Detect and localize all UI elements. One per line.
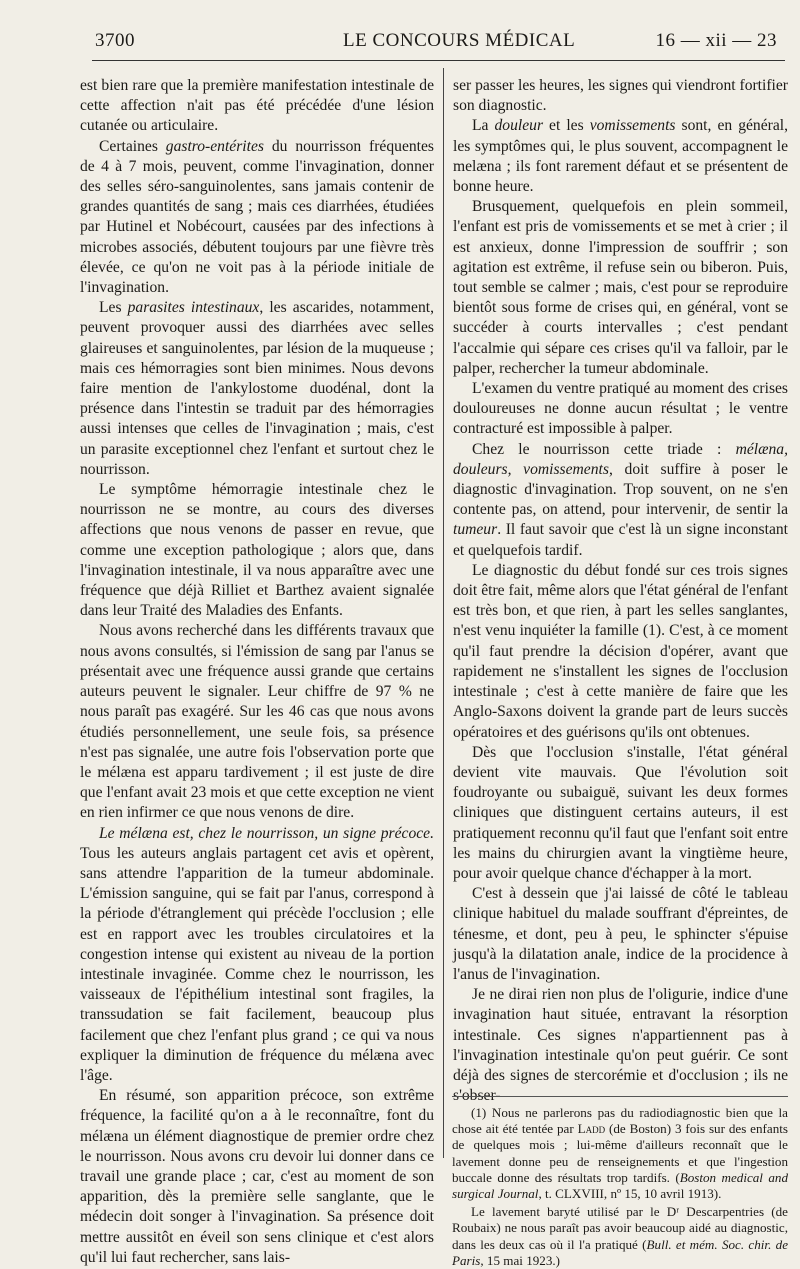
text-run: (1) Nous ne parlerons pas du radiodiagnostic bien que la chose ait été tentée par [452,1105,788,1137]
text-run: Le mélæna est, chez le nourrisson, un signe précoce. [99,824,434,842]
paragraph [453,379,788,440]
issue-date: 16 — xii — 23 [655,30,777,51]
paragraph [80,824,434,1087]
paragraph [453,743,788,884]
text-run: Dès que l'occlusion s'installe, l'état général devient vite mauvais. Que l'évolution soit foudroyante ou subaiguë, suivant les deux formes cliniques que distinguent certains auteurs, il est pratiquement reconnu qu'il faut que l'enfant soit entre les mains du chirurgien avant la vingtième heure, pour avoir quelque chance d'échapper à la mort. [453,743,788,882]
text-run: . Il faut savoir que c'est là un signe inconstant et quelquefois tardif. [453,521,788,559]
text-run: ser passer les heures, les signes qui viendront fortifier son diagnostic. [453,77,788,115]
text-run: et les [543,117,590,135]
footnotes [452,1096,788,1269]
running-header [95,30,785,52]
right-column [453,76,788,1106]
text-run: , doit suffire à poser le diagnostic d'invagination. Trop souvent, on ne s'en contente pas, on attend, pour intervenir, de sentir la [453,460,788,519]
text-run: Le diagnostic du début fondé sur ces trois signes doit être fait, même alors que l'état général de l'enfant est très bon, et que rien, à part les selles sanglantes, n'est venu inquiéter la famille (1). C'est, à ce moment qu'il faut prendre la décision d'opérer, avant que rapidement ne s'installent les signes de l'occlusion intestinale ; c'est à cette manière de faire que les Anglo-Saxons doivent la grande part de leurs succès opératoires et des guérisons qu'ils ont obtenues. [453,561,788,741]
text-run: , les ascarides, notamment, peuvent provoquer aussi des diarrhées avec selles glaireuses et sanguinolentes, par lésion de la muqueuse ; mais ces hémorragies sont bien minimes. Nous devons faire mention de l'ankylostome duodénal, dont la présence dans l'intestin se traduit par des hémorragies aussi intenses que celles de l'invagination ; mais, c'est un parasite exceptionnel chez l'enfant et surtout chez le nourrisson. [80,299,434,478]
text-run: La [472,117,495,135]
text-run: Chez le nourrisson cette triade : [472,440,736,458]
paragraph [80,298,434,480]
journal-title: LE CONCOURS MÉDICAL [343,30,576,51]
text-run: Boston medical and surgical Journal [452,1169,789,1202]
paragraph [453,197,788,379]
text-run: est bien rare que la première manifestation intestinale de cette affection n'ait pas été précédée d'une lésion cutanée ou articulaire. [80,77,434,135]
paragraph [80,480,434,621]
text-run: Bull. et mém. Soc. chir. de Paris [452,1236,789,1268]
text-run: Le symptôme hémorragie intestinale chez le nourrisson ne se montre, au cours des diverses affections que nous venons de passer en revue, que comme une exception pathologique ; alors que, dans l'invagination intestinale, il va nous apparaître avec une fréquence que déjà Rilliet et Barthez avaient signalée dans leur Traité des Maladies des Enfants. [80,481,434,620]
paragraph [80,76,434,137]
text-run: vomissements [589,117,676,135]
paragraph [80,621,434,823]
paragraph [453,440,788,561]
text-run: Brusquement, quelquefois en plein sommeil, l'enfant est pris de vomissements et se met à crier ; il est anxieux, donne l'impression de souffrir ; son agitation est extrême, il refuse sein ou biberon. Puis, tout semble se calmer ; mais, c'est pour se reproduire bientôt sous forme de crises qui, en général, vont se succéder à courts intervalles ; c'est pendant l'accalmie qui sépare ces crises qu'il va falloir, par le palper, rechercher la tumeur abdominale. [453,198,788,377]
text-run: Tous les auteurs anglais partagent cet avis et opèrent, sans attendre l'apparition de la tumeur abdominale. L'émission sanguine, qui se fait par l'anus, correspond à la période d'étranglement qui précède l'occlusion ; elle est en rapport avec les troubles circulatoires et la congestion intense qui existent au niveau de la portion intestinale invaginée. Comme chez le nourrisson, les vaisseaux de l'épithélium intestinal sont fragiles, la transsudation se fait facilement, beaucoup plus facilement que chez l'enfant plus grand ; ce qui va nous expliquer la diminution de fréquence du mélæna avec l'âge. [80,844,434,1084]
text-run: sont, en général, les symptômes qui, le plus souvent, accompagnent le melæna ; ils font rarement défaut et se présentent de bonne heure. [453,117,788,196]
paragraph [453,985,788,1106]
text-run: parasites intestinaux [127,299,260,317]
text-run: (de Boston) 3 fois sur des enfants de quelques mois ; lui-même d'ailleurs reconnaît que le lavement donne peu de renseignements et que l'ingestion buccale donne des résultats trop tardifs. ( [452,1121,788,1185]
text-run: Les [99,299,128,317]
paragraph [80,1086,434,1268]
text-run: Nous avons recherché dans les différents travaux que nous avons consultés, si l'émission de sang par l'anus se présentait avec une fréquence aussi grande que certains auteurs peuvent le signaler. Leur chiffre de 97 % ne nous paraît pas exagéré. Sur les 46 cas que nous avons étudiés personnellement, une seule fois, sa présence n'est pas signalée, une autre fois l'observation porte que le mélæna est apparu tardivement ; il est juste de dire que l'enfant avait 23 mois et que cette exception ne vient en rien infirmer ce que nous venons de dire. [80,622,434,822]
text-run: mélæna, douleurs, vomissements [453,440,788,478]
text-run: Je ne dirai rien non plus de l'oligurie, indice d'une invagination haut située, entravant la résorption intestinale. Ces signes n'appartiennent pas à l'invagination intestinale qu'on peut guérir. Ce sont déjà des signes de stercorémie et d'occlusion ; ils ne s'obser- [453,986,788,1105]
footnote [452,1204,788,1269]
paragraph [453,884,788,985]
text-run: En résumé, son apparition précoce, son extrême fréquence, la facilité qu'on a à le reconnaître, font du mélæna un élément diagnostique de premier ordre chez le nourrisson. Nous avons cru devoir lui donner dans ce travail une grande place ; car, c'est au moment de son apparition, dès la première selle sanglante, que le médecin doit songer à l'invagination. Sa présence doit mettre aussitôt en éveil son sens clinique et c'est alors qu'il lui faut rechercher, sans lais- [80,1087,434,1266]
text-run: du nourrisson fréquentes de 4 à 7 mois, peuvent, comme l'invagination, donner des selles séro-sanguinolentes, sans jamais contenir de grandes quantités de sang ; mais ces diarrhées, étudiées par Hutinel et Nobécourt, causées par des infections à microbes associés, débutent toujours par une fièvre très élevée, ce qu'on ne voit pas à la période initiale de l'invagination. [80,137,434,297]
text-run: , t. CLXVIII, nº 15, 10 avril 1913). [538,1186,722,1202]
text-run: tumeur [453,521,498,539]
text-run: , 15 mai 1923.) [480,1252,561,1268]
column-divider [443,68,444,1158]
paragraph [453,76,788,116]
text-run: Le lavement baryté utilisé par le Dʳ Descarpentries (de Roubaix) ne nous paraît pas avoir beaucoup aidé au diagnostic, dans les deux cas où il l'a pratiqué ( [452,1204,788,1252]
page-number: 3700 [95,30,135,51]
paragraph [80,137,434,299]
left-column [80,76,434,1268]
paragraph [453,116,788,197]
text-run: douleur [494,117,544,135]
text-run: L'examen du ventre pratiqué au moment des crises douloureuses ne donne aucun résultat ; le ventre contracturé est impossible à palper. [453,380,788,438]
text-run: C'est à dessein que j'ai laissé de côté le tableau clinique habituel du malade souffrant d'épreintes, de ténesme, et dont, peu à peu, le sphincter s'épuise jusqu'à la dilatation anale, indice de la procidence à l'anus de l'invagination. [453,885,788,983]
text-run: Ladd [577,1121,606,1137]
paragraph [453,561,788,743]
header-rule [92,60,785,61]
footnote [452,1105,788,1202]
text-run: Certaines [99,137,166,155]
text-run: gastro-entérites [165,137,264,155]
